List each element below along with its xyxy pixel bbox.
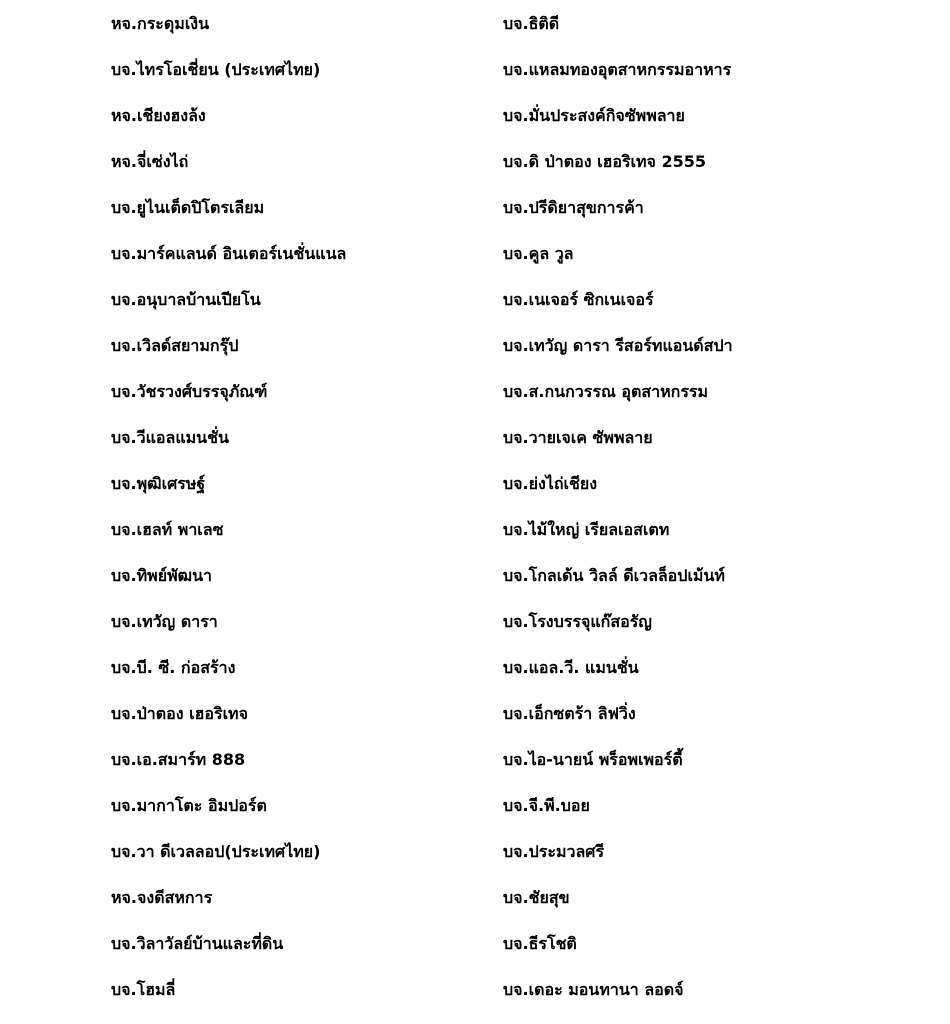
company-name: บจ.จี.พี.บอย [503, 796, 590, 815]
company-name: บจ.เฮลท์ พาเลซ [111, 520, 224, 539]
company-name: บจ.ป่าตอง เฮอริเทจ [111, 704, 248, 723]
company-name: บจ.แอล.วี. แมนชั่น [503, 658, 639, 677]
company-name: หจ.จงดีสหการ [111, 888, 213, 907]
company-name: หจ.เชียงฮงล้ง [111, 106, 206, 125]
company-name: บจ.มากาโตะ อิมปอร์ต [111, 796, 267, 815]
company-name: บจ.ส.กนกวรรณ อุตสาหกรรม [503, 382, 709, 401]
company-name: บจ.ธิติดี [503, 14, 560, 33]
company-name: หจ.กระดุมเงิน [111, 14, 210, 33]
company-name: บจ.พุฒิเศรษฐ์ [111, 474, 206, 493]
company-name: บจ.เทวัญ ดารา [111, 612, 218, 631]
company-name: บจ.โฮมลี่ [111, 980, 176, 999]
company-name: บจ.ยูไนเต็ดปิโตรเลียม [111, 198, 265, 217]
company-name: บจ.ธีรโชติ [503, 934, 577, 953]
company-name: บจ.ทิพย์พัฒนา [111, 566, 212, 585]
company-name: บจ.วิลาวัลย์บ้านและที่ดิน [111, 934, 284, 953]
company-name: บจ.เอ.สมาร์ท 888 [111, 750, 246, 769]
company-name: บจ.โกลเด้น วิลล์ ดีเวลล็อปเม้นท์ [503, 566, 725, 585]
company-name: บจ.ชัยสุข [503, 888, 570, 907]
company-name: บจ.ปรีดิยาสุขการค้า [503, 198, 644, 217]
company-name: บจ.มั่นประสงค์กิจซัพพลาย [503, 106, 685, 125]
company-name: บจ.เอ็กซตร้า ลิฟวิ่ง [503, 704, 636, 723]
company-name: บจ.ไทรโอเชี่ยน (ประเทศไทย) [111, 60, 321, 79]
company-name: บจ.วีแอลแมนชั่น [111, 428, 229, 447]
company-name: บจ.ไม้ใหญ่ เรียลเอสเตท [503, 520, 670, 539]
company-name: บจ.โรงบรรจุแก๊สอรัญ [503, 612, 652, 631]
company-name: บจ.วัชรวงศ์บรรจุภัณฑ์ [111, 382, 268, 401]
company-name: บจ.มาร์คแลนด์ อินเตอร์เนชั่นแนล [111, 244, 347, 263]
company-name: บจ.คูล วูล [503, 244, 574, 263]
company-name: บจ.เนเจอร์ ซิกเนเจอร์ [503, 290, 654, 309]
company-name: บจ.ประมวลศรี [503, 842, 605, 861]
company-name: บจ.แหลมทองอุตสาหกรรมอาหาร [503, 60, 732, 79]
company-name: บจ.วา ดีเวลลอป(ประเทศไทย) [111, 842, 321, 861]
company-name: บจ.บี. ซี. ก่อสร้าง [111, 658, 236, 677]
company-name: บจ.เดอะ มอนทานา ลอดจ์ [503, 980, 684, 999]
company-name: บจ.ไอ-นายน์ พร็อพเพอร์ตี้ [503, 750, 683, 769]
company-name: บจ.ดิ ป่าตอง เฮอริเทจ 2555 [503, 152, 707, 171]
company-name: บจ.ย่งไถ่เชียง [503, 474, 598, 493]
company-name: หจ.จี่เซ่งไถ่ [111, 152, 189, 171]
company-name: บจ.เทวัญ ดารา รีสอร์ทแอนด์สปา [503, 336, 733, 355]
company-name: บจ.เวิลด์สยามกรุ๊ป [111, 336, 239, 355]
company-name: บจ.อนุบาลบ้านเปียโน [111, 290, 261, 309]
company-name: บจ.วายเจเค ซัพพลาย [503, 428, 653, 447]
